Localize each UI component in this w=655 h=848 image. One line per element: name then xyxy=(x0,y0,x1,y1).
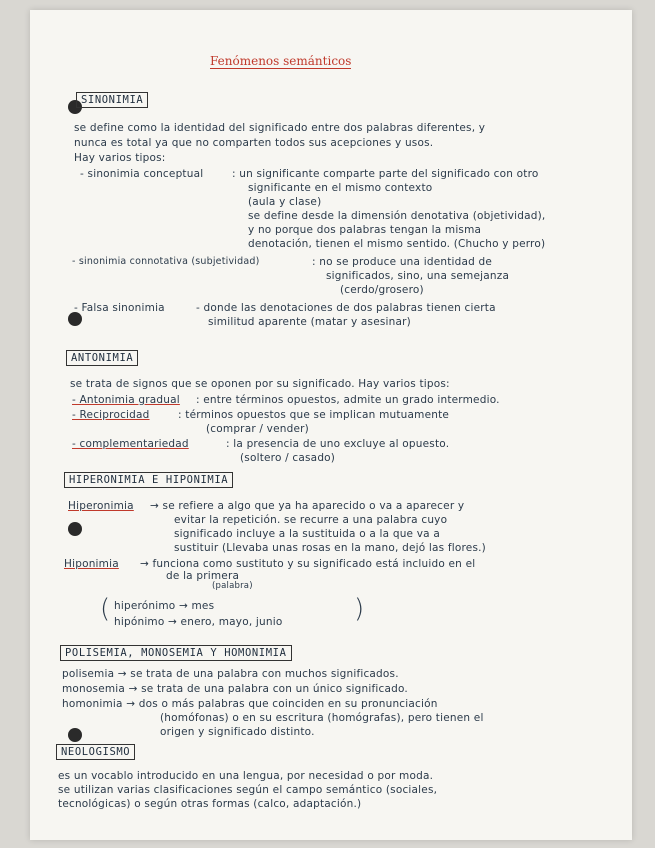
text-line: : la presencia de uno excluye al opuesto. xyxy=(226,438,450,450)
text-line: y no porque dos palabras tengan la misma xyxy=(248,224,482,236)
heading-sinonimia: SINONIMIA xyxy=(76,92,148,108)
text-line: : un significante comparte parte del significado con otro xyxy=(232,168,539,180)
label-hiperonimia: Hiperonimia xyxy=(68,500,134,512)
text-line: significado incluye a la sustituida o a la que va a xyxy=(174,528,440,540)
heading-antonimia: ANTONIMIA xyxy=(66,350,138,366)
left-paren: ( xyxy=(100,594,111,624)
heading-hiperonimia: HIPERONIMIA E HIPONIMIA xyxy=(64,472,233,488)
text-line: monosemia → se trata de una palabra con un único significado. xyxy=(62,683,408,695)
text-line: homonimia → dos o más palabras que coinciden en su pronunciación xyxy=(62,698,438,710)
binder-hole xyxy=(68,522,82,536)
example-hiponimo: hipónimo → enero, mayo, junio xyxy=(114,616,283,628)
heading-polisemia: POLISEMIA, MONOSEMIA Y HOMONIMIA xyxy=(60,645,292,661)
text-line: sustituir (Llevaba unas rosas en la mano, dejó las flores.) xyxy=(174,542,486,554)
text-line: polisemia → se trata de una palabra con muchos significados. xyxy=(62,668,399,680)
text-line: origen y significado distinto. xyxy=(160,726,315,738)
text-line: : términos opuestos que se implican mutuamente xyxy=(178,409,450,421)
label-hiponimia: Hiponimia xyxy=(64,558,119,570)
label-reciprocidad: - Reciprocidad xyxy=(72,409,150,421)
label-falsa: - Falsa sinonimia xyxy=(74,302,165,314)
text-line: (cerdo/grosero) xyxy=(340,284,424,296)
text-line: → funciona como sustituto y su significado está incluido en el xyxy=(140,558,476,570)
text-line: de la primera xyxy=(166,570,240,582)
text-line: (soltero / casado) xyxy=(240,452,336,464)
text-line: tecnológicas) o según otras formas (calco, adaptación.) xyxy=(58,798,362,810)
text-line: se trata de signos que se oponen por su significado. Hay varios tipos: xyxy=(70,378,450,390)
right-paren: ) xyxy=(354,594,365,624)
text-line: se define como la identidad del significado entre dos palabras diferentes, y xyxy=(74,122,486,134)
text-line: (palabra) xyxy=(212,581,253,591)
page-title: Fenómenos semánticos xyxy=(210,54,352,68)
text-line: se utilizan varias clasificaciones según el campo semántico (sociales, xyxy=(58,784,438,796)
text-line: se define desde la dimensión denotativa (objetividad), xyxy=(248,210,546,222)
text-line: : entre términos opuestos, admite un grado intermedio. xyxy=(196,394,500,406)
text-line: - donde las denotaciones de dos palabras tienen cierta xyxy=(196,302,496,314)
text-line: significados, sino, una semejanza xyxy=(326,270,510,282)
text-line: : no se produce una identidad de xyxy=(312,256,493,268)
label-gradual: - Antonimia gradual xyxy=(72,394,180,406)
text-line: (homófonas) o en su escritura (homógrafas), pero tienen el xyxy=(160,712,484,724)
label-conceptual: - sinonimia conceptual xyxy=(80,168,204,180)
text-line: nunca es total ya que no comparten todos sus acepciones y usos. xyxy=(74,137,434,149)
text-line: (comprar / vender) xyxy=(206,423,309,435)
text-line: Hay varios tipos: xyxy=(74,152,166,164)
example-hiperonimo: hiperónimo → mes xyxy=(114,600,215,612)
text-line: → se refiere a algo que ya ha aparecido o va a aparecer y xyxy=(150,500,465,512)
label-complementariedad: - complementariedad xyxy=(72,438,189,450)
text-line: similitud aparente (matar y asesinar) xyxy=(208,316,411,328)
text-line: evitar la repetición. se recurre a una palabra cuyo xyxy=(174,514,448,526)
label-connotativa: - sinonimia connotativa (subjetividad) xyxy=(72,256,260,267)
binder-hole xyxy=(68,312,82,326)
text-line: es un vocablo introducido en una lengua, por necesidad o por moda. xyxy=(58,770,434,782)
text-line: (aula y clase) xyxy=(248,196,322,208)
binder-hole xyxy=(68,728,82,742)
heading-neologismo: NEOLOGISMO xyxy=(56,744,135,760)
text-line: significante en el mismo contexto xyxy=(248,182,433,194)
text-line: denotación, tienen el mismo sentido. (Chucho y perro) xyxy=(248,238,546,250)
